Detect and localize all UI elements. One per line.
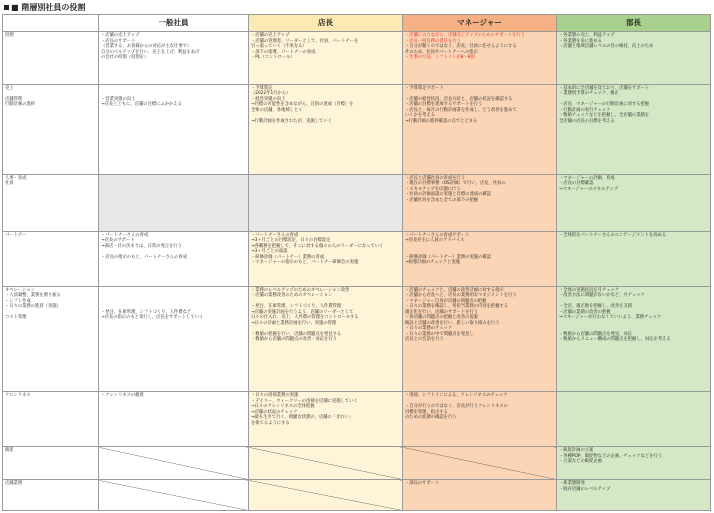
cell-line: ・クレンリネスの徹底 — [101, 393, 144, 399]
cell-line: 全体の店舗、各地域しとく — [251, 107, 303, 113]
header-category — [3, 15, 99, 32]
header-area-manager: マネージャー — [403, 15, 557, 32]
cell-line: →日々のクレンリネスの全体把握 — [251, 404, 315, 410]
roles-table — [2, 14, 711, 511]
cell-line: ・各種POP、販促物などの企画、チェックなどを行う — [559, 453, 662, 459]
cell-line: ・日々の業務の中で問題点を発見し — [405, 331, 474, 337]
cell-line: ・各業態の売上、利益アップ — [559, 33, 615, 38]
cell-line: ・店舗の売上アップ — [251, 33, 290, 38]
cell-line: ・店長と、毎月の行動計画書を作成し、どう改善を進めて — [405, 107, 517, 113]
area-manager-cell — [403, 32, 557, 85]
store-manager-cell — [249, 480, 403, 511]
area-manager-cell — [403, 392, 557, 447]
cell-line: ・数値から店舗の問題点の改善・対応を行う — [251, 337, 337, 343]
director-cell — [557, 84, 711, 174]
cell-line: →店長が主に人員のアドバイス — [405, 238, 465, 244]
cell-line: （2022年1月から） — [251, 91, 291, 97]
cell-line: ・業務のレベルアップのためのオペレーション改善 — [251, 287, 350, 293]
cell-line: パートナー — [5, 232, 27, 238]
general-staff-cell — [99, 392, 249, 447]
cell-line: ・発注、在庫管理、シフトづくり、人件費など — [101, 309, 192, 315]
general-staff-cell — [99, 286, 249, 391]
cell-line: を保てるようにする — [251, 420, 290, 426]
bullet-square-icon — [4, 5, 9, 10]
cell-line: ・スキルアップを店舗に行う — [405, 186, 461, 192]
cell-line: →最も生きて行く、綺麗な状態の、店舗の「きれい」 — [251, 415, 354, 421]
cell-line: ・業態別予算のチェック、修正 — [559, 91, 619, 97]
cell-line: ・部長のサポート — [405, 481, 440, 487]
cell-line: ・仕事の方法、シフトインが8〜9割 — [405, 55, 475, 60]
cell-line: →店長のサポート — [101, 238, 135, 244]
cell-line: →マネージャーが行わなくていいよう、業務チェック — [559, 315, 662, 321]
cell-line: ・数値から店舗の問題点を発見、対応 — [559, 331, 633, 337]
category-cell — [3, 286, 99, 391]
cell-line: ・パートナーさんの育成 — [101, 232, 149, 238]
cell-line: 販促 — [5, 448, 14, 454]
cell-line: 検証と店舗の改善を行い、新しい取り組みを行う — [405, 320, 500, 326]
cell-line: →店舗の実施計画を行うよう、店舗のリーダーとして — [251, 309, 354, 315]
cell-line: 人事・育成 — [5, 175, 27, 181]
cell-line: →店長の指示のもと実行し、店長をサポートしていく — [101, 315, 204, 321]
store-manager-cell — [249, 231, 403, 286]
table-row — [3, 174, 711, 231]
cell-line: ・現在の目標事務（OS評価）で行い、店長、社員の — [405, 181, 506, 187]
cell-line: 店舗業務 — [5, 481, 23, 487]
cell-line: ・全体的なパートナーさんのエンゲージメントを高める — [559, 232, 667, 238]
cell-line: →日々の計画と業務計画を行い、実施の管理 — [251, 320, 337, 326]
cell-line: →3ヶ月ごとの面談 — [251, 249, 288, 255]
store-manager-cell — [249, 174, 403, 231]
cell-line: 引っ張っていく（不束なる） — [251, 44, 307, 49]
cell-line: 自分のベルアップを行い、売上を上げ、利益をあげ — [101, 49, 200, 55]
cell-line: ・店長、マネージャーの行動計画に対する把握 — [559, 102, 650, 108]
cell-line: ・店舗から店長へと、店長の業務的なマネジメントを行う — [405, 293, 517, 299]
category-cell — [3, 231, 99, 286]
cell-line: そのため、社員やパートナーへの指示 — [405, 49, 478, 55]
director-cell — [557, 174, 711, 231]
cell-line: ・店舗と地域店舗レベルの目の維持、向上のため — [559, 44, 654, 49]
area-manager-cell — [403, 231, 557, 286]
cell-line: ・マネージャーの指示のもと、パートナー研修会の実施 — [251, 260, 359, 266]
cell-line: ・シフト作成 — [5, 298, 31, 304]
general-staff-cell — [99, 84, 249, 174]
cell-line: →部店・社の決まりは、日常の発言を行う — [101, 243, 182, 249]
general-staff-cell — [99, 447, 249, 480]
cell-line: ・日々の業務を確認し、各担当業務の内容を把握する — [405, 304, 509, 310]
cell-line: →行動計画の進捗確認の点でとどまる — [405, 118, 478, 124]
cell-line: ・全店、適正数を把握し、改善を支援 — [559, 304, 633, 310]
cell-line: ・全体の実施状況を月チェック — [559, 287, 620, 293]
director-cell — [557, 32, 711, 85]
cell-line: ・人員調整、業務を割り振る — [5, 293, 61, 299]
general-staff-cell — [99, 231, 249, 286]
cell-line: ・店舗の経営状況、店長方針と、店舗の状況を確認する — [405, 96, 513, 102]
cell-line: ・基本的に全店舗を見ており、店舗をサポート — [559, 85, 650, 91]
table-row — [3, 447, 711, 480]
category-cell — [3, 447, 99, 480]
cell-line: ・各店舗の問題点の把握と改善の提案 — [405, 315, 479, 321]
table-row — [3, 84, 711, 174]
cell-line: ・デイリー、ウィークリーの清掃を店舗に実施していく — [251, 398, 358, 404]
store-manager-cell — [249, 84, 403, 174]
cell-line: ・販促計画の立案 — [559, 448, 594, 454]
cell-line: ・パートナーさんの育成 — [251, 232, 299, 238]
cell-line: ・改善方法に問題がないかなど、月チェック — [559, 293, 645, 299]
cell-line: ・日々の清掃業務の実施 — [251, 393, 299, 399]
category-cell — [3, 392, 99, 447]
director-cell — [557, 392, 711, 447]
cell-line: 全店舗の店長の目標を考える — [559, 118, 615, 124]
cell-line: 社員 — [5, 181, 14, 187]
cell-line: ・発注、在庫管理、シフトづくり、人件費管理 — [251, 304, 342, 310]
cell-line: ・社員の評価面談の実施と目標の達成の確認 — [405, 192, 491, 198]
cell-line: ・予算策定サポート — [405, 85, 444, 91]
cell-line: ・店舗の目標を達成するサポートを行う — [405, 102, 483, 108]
cell-line: ・清掃、シフトインによる、クレンリネスのチェック — [405, 393, 508, 399]
cell-line: ・店長の目標確認 — [559, 181, 594, 187]
cell-line: ・自分が行うのではなく、店長が行うクレンリネスの — [405, 404, 508, 410]
cell-line: ・店舗社員を含めた全ての部下の把握 — [405, 197, 479, 203]
cell-line: のための状態の確認を行う — [405, 415, 457, 421]
cell-line: ・店舗に入りながら、店舗売上アップのためのサポートを行う — [405, 33, 526, 38]
cell-line: ・既存店舗のレベルアップ — [559, 486, 611, 492]
cell-line: ・立案などの販促企画 — [559, 459, 602, 465]
general-staff-cell — [99, 32, 249, 85]
category-cell — [3, 32, 99, 85]
store-manager-cell — [249, 392, 403, 447]
table-row — [3, 392, 711, 447]
cell-line: ・店舗の業績の改善の把握 — [559, 309, 611, 315]
cell-line: ・新業態開発 — [559, 481, 585, 487]
cell-line: ・店舗の業務改善のためのオペレーション — [251, 293, 333, 299]
table-row — [3, 286, 711, 391]
area-manager-cell — [403, 286, 557, 391]
cell-line: ・数値からメニュー構成の問題点を把握し、対応を考える — [559, 337, 671, 343]
cell-line: 行動計画の進捗 — [5, 102, 36, 108]
cell-line: ・行動計画の実行チェック — [559, 107, 611, 113]
category-cell — [3, 480, 99, 511]
area-manager-cell — [403, 84, 557, 174]
cell-line: ・研修評価（パートナー）業務の育成 — [251, 254, 325, 260]
cell-line: ・研修評価（パートナー）業務の実施の確認 — [405, 254, 491, 260]
category-cell — [3, 84, 99, 174]
header-store-manager: 店長 — [249, 15, 403, 32]
cell-line: ・店長と店舗社員の育成を行う — [405, 175, 466, 181]
cell-line: 店長との会話を行う — [405, 337, 444, 343]
cell-line: コスト管理 — [5, 315, 27, 321]
cell-line: ・店長の指示のもと、パートナーさんの育成 — [101, 254, 187, 260]
page-title — [4, 2, 85, 13]
header-general-staff: 一般社員 — [99, 15, 249, 32]
table-row — [3, 231, 711, 286]
cell-line: →店長とともに、店舗の目標にふかかえる — [101, 102, 182, 108]
director-cell — [557, 286, 711, 391]
director-cell — [557, 231, 711, 286]
table-row — [3, 32, 711, 85]
cell-line: →指導計画のチェックと実施 — [405, 260, 461, 266]
cell-line: ・店舗の管理者、リーダーとして、社員、パートナーを — [251, 38, 359, 44]
cell-line: ・店舗のチェックと、店舗の改善計画に対する指示 — [405, 287, 504, 293]
cell-line: 日々の仕入れ、売上、人件費の管理をコントロールする — [251, 315, 359, 321]
area-manager-cell — [403, 447, 557, 480]
cell-line: →行動計画を作成されたが、実施していく — [251, 118, 332, 124]
cell-line: 適正化を行い、店舗のサポートを行う — [405, 309, 479, 315]
area-manager-cell — [403, 174, 557, 231]
table-row — [3, 480, 711, 511]
cell-line: いくかを考える — [405, 113, 436, 119]
cell-line: ・パートナーさんの育成サポート — [405, 232, 470, 238]
cell-line: →マネージャーのスキルアップ — [559, 186, 618, 192]
cell-line: ・マネージャー自身が店舗の問題点の把握 — [405, 298, 487, 304]
header-row — [3, 15, 711, 32]
title-text: ■ 階層別社員の役割 — [11, 3, 86, 12]
cell-line: 店舗管理 — [5, 96, 23, 102]
cell-line: ・部下の指導、パートナーの育成 — [251, 49, 316, 55]
cell-line: ・店舗の売上アップ — [101, 33, 140, 38]
cell-line: ・予算策定 — [251, 85, 273, 91]
cell-line: ・PL（コントロール） — [251, 55, 295, 60]
cell-line: ・日々の業務の進捗（実施） — [5, 304, 61, 310]
director-cell — [557, 447, 711, 480]
general-staff-cell — [99, 174, 249, 231]
store-manager-cell — [249, 447, 403, 480]
cell-line: →3ヶ月ごとの目標設定、日々の目標設定 — [251, 238, 331, 244]
cell-line: ・自分が動くのではなく、店長、社員に任せるようにする — [405, 44, 517, 49]
cell-line: ・経営実績の向上 — [251, 96, 286, 102]
cell-line: ・店長一括任務の責任を行う — [405, 38, 461, 44]
cell-line: （営業する、お客様からの対応が主な仕事で） — [101, 44, 192, 49]
cell-line: →店舗の状況のチェック — [251, 409, 298, 415]
cell-line: ・マネージャーの評価、育成 — [559, 175, 615, 181]
cell-line: クレンリネス — [5, 393, 31, 399]
store-manager-cell — [249, 286, 403, 391]
director-cell — [557, 480, 711, 511]
area-manager-cell — [403, 480, 557, 511]
general-staff-cell — [99, 480, 249, 511]
cell-line: オペレーション — [5, 287, 35, 293]
cell-line: ・店長のサポート — [101, 38, 136, 44]
cell-line: ・各業態を来に進める — [559, 38, 602, 44]
cell-line: ・数値の把握を行い、店舗の問題点を発見する — [251, 331, 342, 337]
store-manager-cell — [249, 32, 403, 85]
cell-line: ・営業実施の向上 — [101, 96, 136, 102]
header-director: 部長 — [557, 15, 711, 32]
cell-line: の会社の役割（役割を） — [101, 55, 149, 60]
cell-line: →目標の可能性を含めながら、目的の達成（目標）を — [251, 102, 354, 108]
cell-line: ・日々の業務のチェック — [405, 326, 453, 332]
cell-line: ・数値チェックなどを把握し、全店舗の業績を — [559, 113, 650, 119]
cell-line: 目標を管理、指示する — [405, 409, 448, 415]
cell-line: 役割 — [5, 33, 14, 38]
cell-line: →各職務を把握して、そこに対する個々の人のリーダーになっていく — [251, 243, 384, 249]
cell-line: 売上 — [5, 85, 14, 91]
category-cell — [3, 174, 99, 231]
